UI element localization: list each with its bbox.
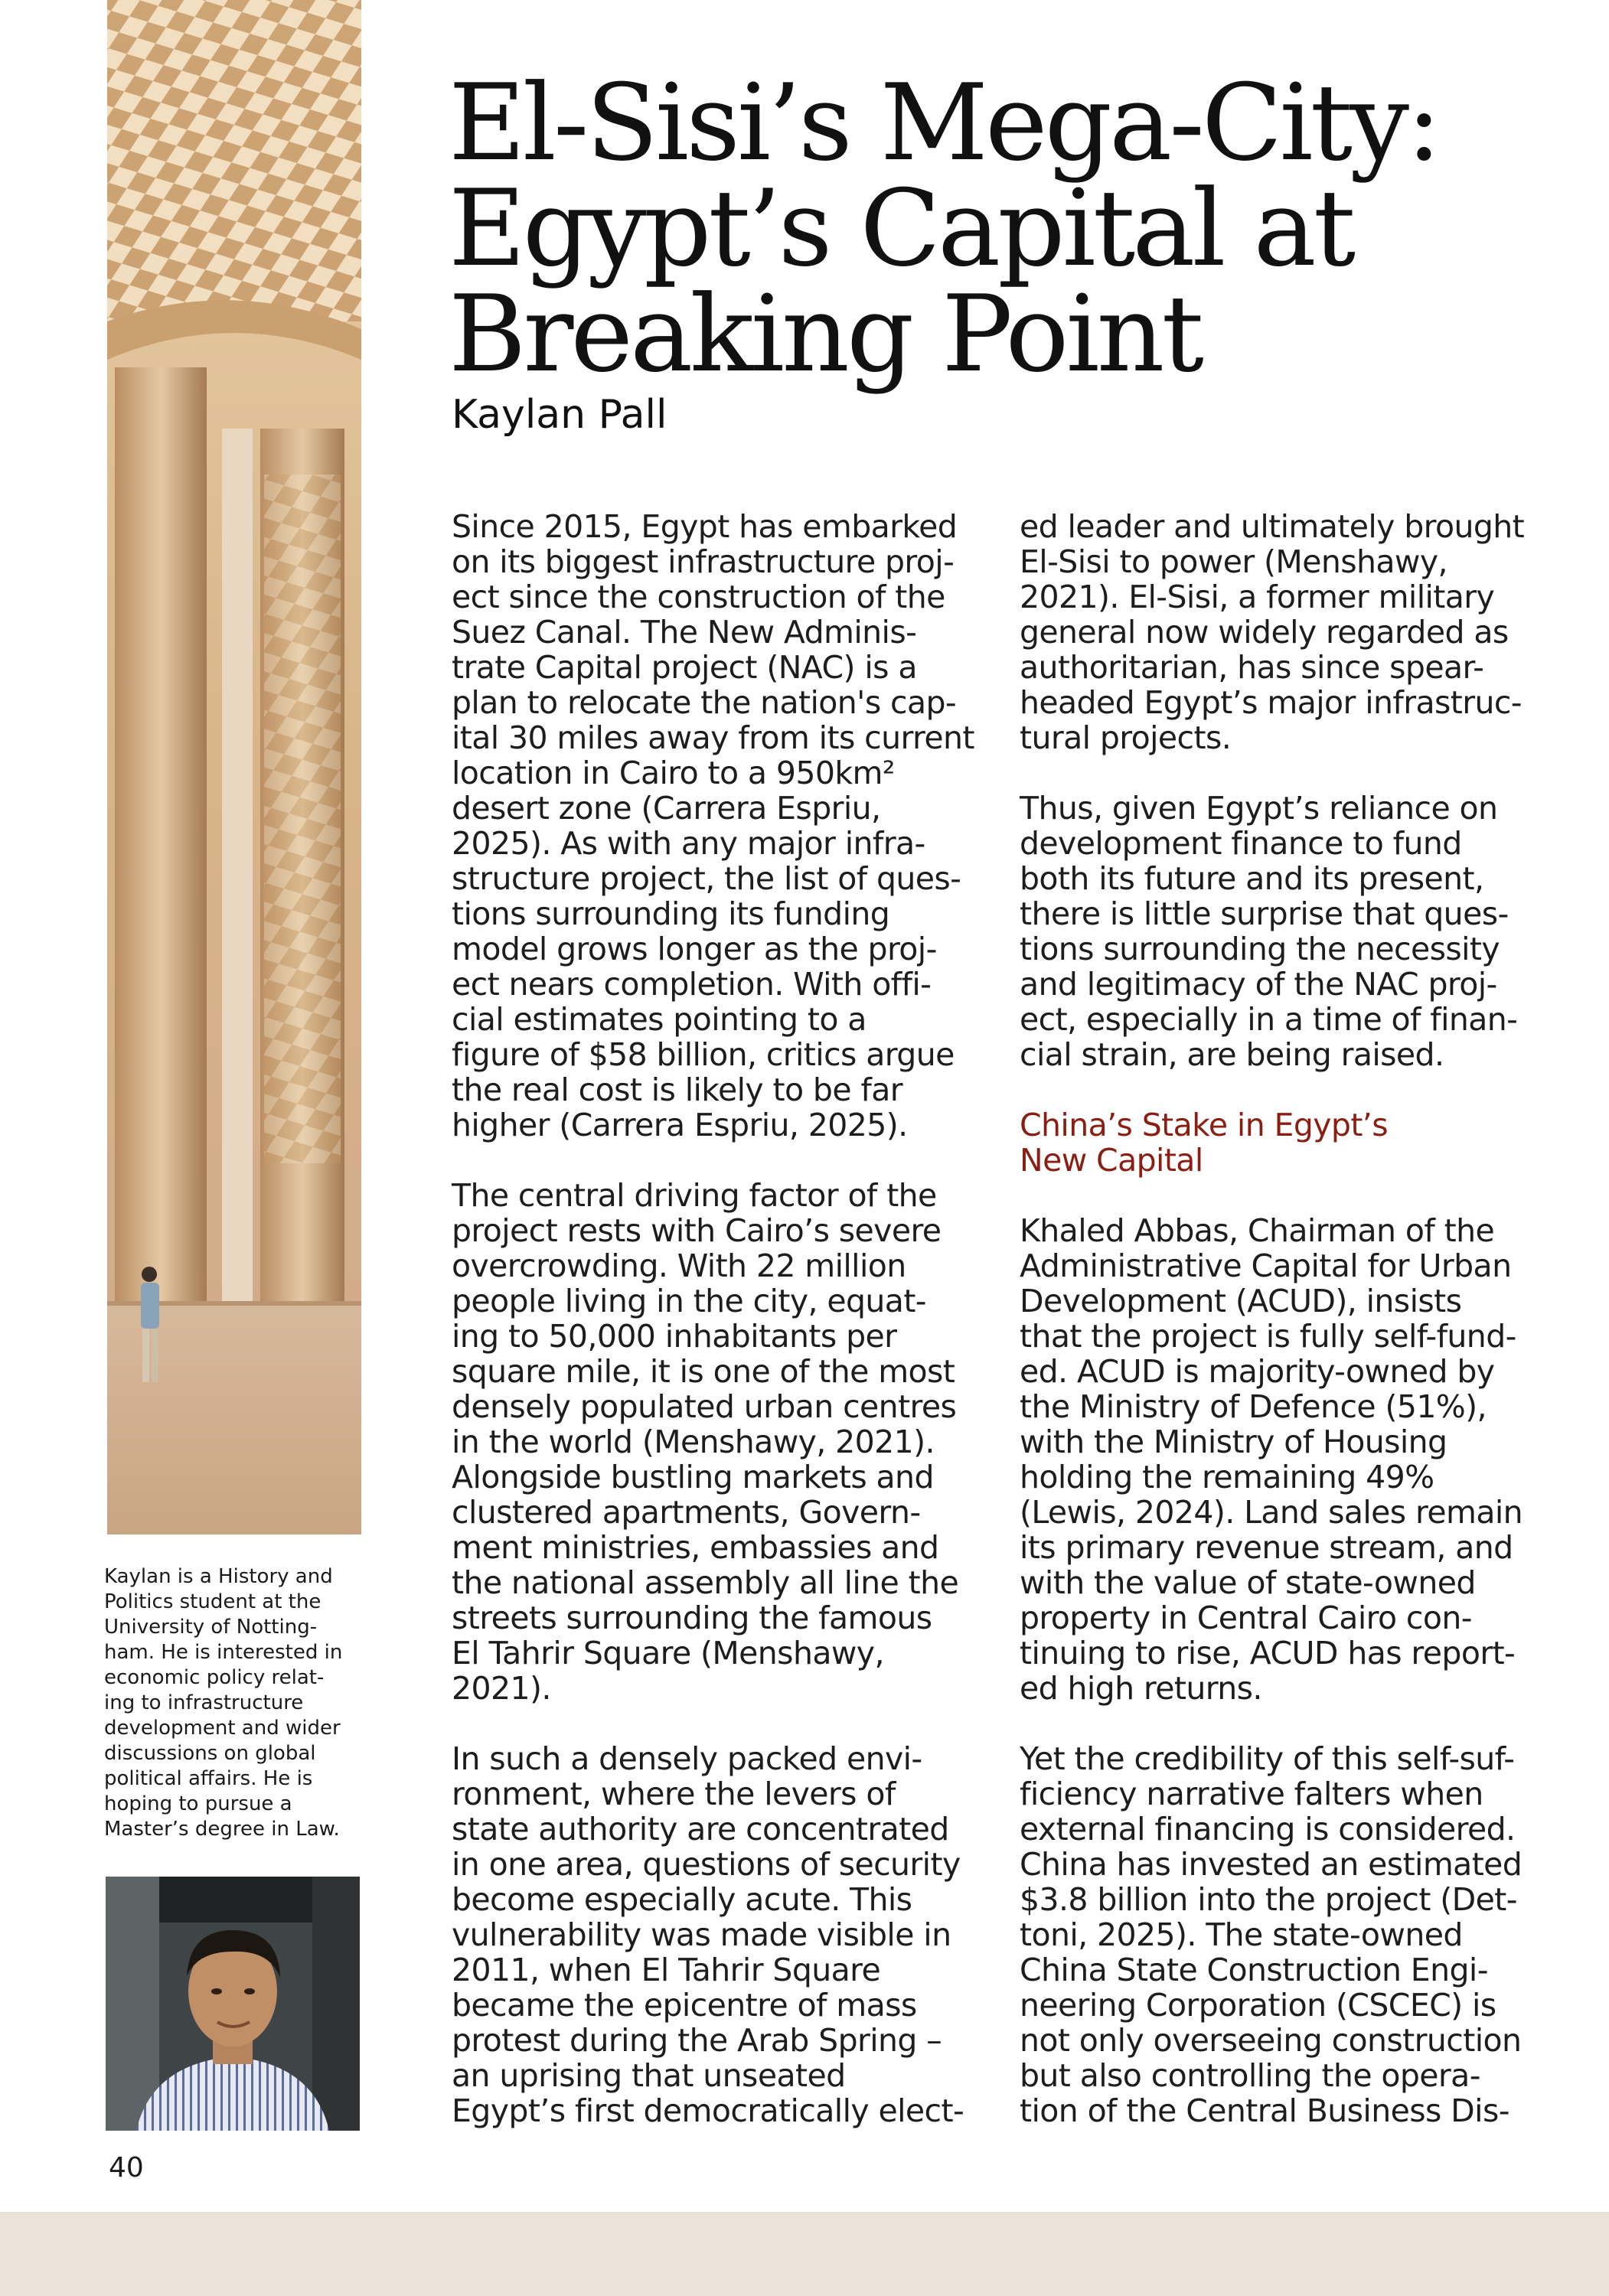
footer-band — [0, 2212, 1609, 2296]
text-line: figure of $58 billion, critics argue — [452, 1036, 955, 1073]
text-line: tinuing to rise, ACUD has report- — [1020, 1635, 1516, 1671]
text-line: ed. ACUD is majority-owned by — [1020, 1353, 1495, 1390]
text-line: clustered apartments, Govern- — [452, 1494, 921, 1531]
text-line: ficiency narrative falters when — [1020, 1776, 1483, 1812]
text-line: densely populated urban centres — [452, 1388, 957, 1425]
text-line: ect nears completion. With offi- — [452, 966, 932, 1003]
text-line: protest during the Arab Spring – — [452, 2022, 942, 2059]
text-line: but also controlling the opera- — [1020, 2057, 1480, 2094]
article-column-left — [452, 509, 974, 2164]
paragraph — [452, 1741, 974, 2128]
text-line: higher (Carrera Espriu, 2025). — [452, 1107, 908, 1143]
text-line: holding the remaining 49% — [1020, 1459, 1434, 1495]
text-line: $3.8 billion into the project (Det- — [1020, 1881, 1517, 1918]
text-line: (Lewis, 2024). Land sales remain — [1020, 1494, 1523, 1531]
text-line: Development (ACUD), insists — [1020, 1283, 1462, 1319]
text-line: ect, especially in a time of finan- — [1020, 1001, 1518, 1038]
text-line: vulnerability was made visible in — [452, 1916, 951, 1953]
text-line: there is little surprise that ques- — [1020, 895, 1509, 932]
paragraph — [1020, 1213, 1524, 1706]
text-line: 2021). — [452, 1670, 551, 1707]
text-line: general now widely regarded as — [1020, 614, 1509, 651]
text-line: ital 30 miles away from its current — [452, 719, 974, 756]
text-line: The central driving factor of the — [452, 1177, 937, 1214]
text-line: 2021). El-Sisi, a former military — [1020, 579, 1495, 615]
heading-line: New Capital — [1020, 1142, 1203, 1179]
text-line: not only overseeing construction — [1020, 2022, 1522, 2059]
text-line: project rests with Cairo’s severe — [452, 1212, 942, 1249]
text-line: with the value of state-owned — [1020, 1564, 1476, 1601]
text-line: ment ministries, embassies and — [452, 1529, 939, 1566]
author-bio — [104, 1564, 364, 1842]
text-line: Khaled Abbas, Chairman of the — [1020, 1212, 1495, 1249]
text-line: its primary revenue stream, and — [1020, 1529, 1513, 1566]
text-line: Since 2015, Egypt has embarked — [452, 508, 958, 545]
bio-line: Kaylan is a History and — [104, 1565, 333, 1588]
text-line: on its biggest infrastructure proj- — [452, 543, 955, 580]
text-line: in one area, questions of security — [452, 1846, 961, 1883]
text-line: China State Construction Engi- — [1020, 1952, 1488, 1988]
bio-line: ing to infrastructure — [104, 1691, 304, 1714]
text-line: tion of the Central Business Dis- — [1020, 2092, 1509, 2129]
bio-line: Politics student at the — [104, 1590, 321, 1613]
text-line: cial strain, are being raised. — [1020, 1036, 1444, 1073]
text-line: Thus, given Egypt’s reliance on — [1020, 790, 1498, 827]
text-line: become especially acute. This — [452, 1881, 912, 1918]
text-line: Yet the credibility of this self-suf- — [1020, 1740, 1515, 1777]
article-column-right — [1020, 509, 1524, 2164]
architecture-photo — [107, 0, 361, 1534]
text-line: toni, 2025). The state-owned — [1020, 1916, 1463, 1953]
text-line: structure project, the list of ques- — [452, 860, 961, 897]
text-line: and legitimacy of the NAC proj- — [1020, 966, 1497, 1003]
text-line: the Ministry of Defence (51%), — [1020, 1388, 1487, 1425]
text-line: an uprising that unseated — [452, 2057, 846, 2094]
section-heading — [1020, 1107, 1524, 1178]
bio-line: ham. He is interested in — [104, 1641, 343, 1664]
bio-line: economic policy relat- — [104, 1666, 325, 1689]
bio-line: University of Notting- — [104, 1616, 318, 1639]
text-line: ed leader and ultimately brought — [1020, 508, 1525, 545]
page-number: 40 — [109, 2152, 144, 2183]
author-portrait — [106, 1877, 360, 2131]
text-line: ing to 50,000 inhabitants per — [452, 1318, 897, 1355]
author-name: Kaylan Pall — [452, 392, 667, 438]
text-line: state authority are concentrated — [452, 1811, 949, 1848]
text-line: both its future and its present, — [1020, 860, 1484, 897]
bio-line: development and wider — [104, 1717, 341, 1740]
text-line: location in Cairo to a 950km² — [452, 755, 895, 791]
text-line: became the epicentre of mass — [452, 1987, 917, 2024]
paragraph — [452, 509, 974, 1143]
text-line: with the Ministry of Housing — [1020, 1424, 1447, 1460]
text-line: plan to relocate the nation's cap- — [452, 684, 957, 721]
title-line: Breaking Point — [449, 272, 1201, 396]
text-line: trate Capital project (NAC) is a — [452, 649, 917, 686]
paragraph — [1020, 1741, 1524, 2128]
article-title — [449, 61, 1505, 396]
text-line: In such a densely packed envi- — [452, 1740, 922, 1777]
text-line: streets surrounding the famous — [452, 1600, 932, 1636]
title-line: El-Sisi’s Mega-City: — [449, 61, 1439, 184]
text-line: China has invested an estimated — [1020, 1846, 1523, 1883]
paragraph — [452, 1178, 974, 1706]
text-line: the national assembly all line the — [452, 1564, 959, 1601]
text-line: square mile, it is one of the most — [452, 1353, 955, 1390]
heading-line: China’s Stake in Egypt’s — [1020, 1107, 1389, 1143]
text-line: desert zone (Carrera Espriu, — [452, 790, 881, 827]
text-line: El-Sisi to power (Menshawy, — [1020, 543, 1447, 580]
text-line: 2011, when El Tahrir Square — [452, 1952, 881, 1988]
paragraph — [1020, 509, 1524, 755]
text-line: ed high returns. — [1020, 1670, 1262, 1707]
text-line: headed Egypt’s major infrastruc- — [1020, 684, 1522, 721]
text-line: cial estimates pointing to a — [452, 1001, 867, 1038]
text-line: external financing is considered. — [1020, 1811, 1516, 1848]
text-line: that the project is fully self-fund- — [1020, 1318, 1516, 1355]
paragraph — [1020, 791, 1524, 1072]
text-line: neering Corporation (CSCEC) is — [1020, 1987, 1496, 2024]
bio-line: Master’s degree in Law. — [104, 1818, 340, 1841]
text-line: Suez Canal. The New Adminis- — [452, 614, 917, 651]
text-line: property in Central Cairo con- — [1020, 1600, 1472, 1636]
text-line: authoritarian, has since spear- — [1020, 649, 1484, 686]
text-line: the real cost is likely to be far — [452, 1071, 902, 1108]
text-line: tions surrounding the necessity — [1020, 931, 1500, 967]
text-line: Egypt’s first democratically elect- — [452, 2092, 964, 2129]
text-line: in the world (Menshawy, 2021). — [452, 1424, 935, 1460]
text-line: ronment, where the levers of — [452, 1776, 896, 1812]
text-line: development finance to fund — [1020, 825, 1462, 862]
bio-line: discussions on global — [104, 1742, 316, 1765]
text-line: tural projects. — [1020, 719, 1232, 756]
text-line: Alongside bustling markets and — [452, 1459, 934, 1495]
text-line: model grows longer as the proj- — [452, 931, 937, 967]
bio-line: political affairs. He is — [104, 1767, 313, 1790]
text-line: El Tahrir Square (Menshawy, — [452, 1635, 884, 1671]
text-line: overcrowding. With 22 million — [452, 1247, 906, 1284]
text-line: 2025). As with any major infra- — [452, 825, 925, 862]
text-line: people living in the city, equat- — [452, 1283, 926, 1319]
bio-line: hoping to pursue a — [104, 1792, 292, 1815]
text-line: ect since the construction of the — [452, 579, 945, 615]
text-line: Administrative Capital for Urban — [1020, 1247, 1512, 1284]
title-line: Egypt’s Capital at — [449, 167, 1353, 290]
text-line: tions surrounding its funding — [452, 895, 890, 932]
